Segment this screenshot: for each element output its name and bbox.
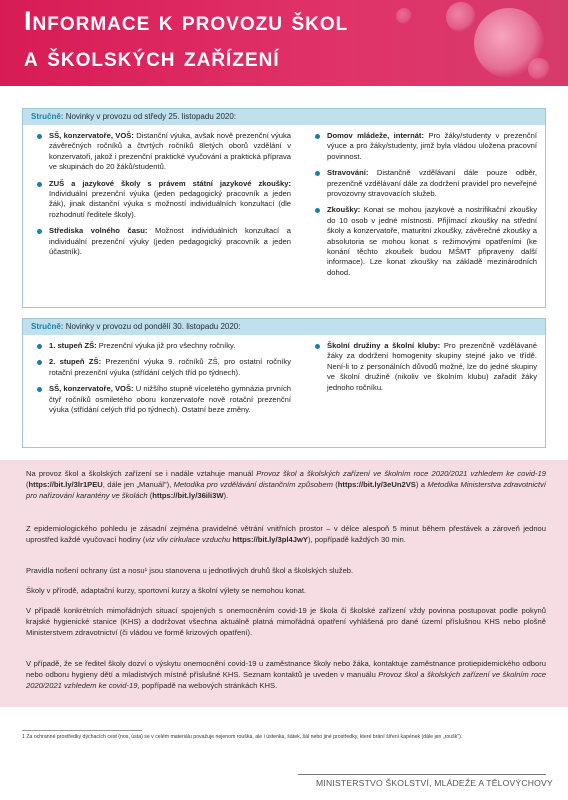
link-methodology[interactable]: https://bit.ly/3eUn2VS: [337, 480, 416, 489]
info-paragraph: Pravidla nošení ochrany úst a nosu¹ jsou stanovena u jednotlivých druhů škol a školských služeb.: [26, 566, 354, 575]
text: ), popřípadě každých 30 min.: [307, 535, 406, 544]
footer-divider: [298, 774, 546, 775]
item-text: Možnost individuálních konzultací a individuální prezenční výuky (jeden pedagogický pracovník a jeden účastník).: [49, 226, 291, 257]
link-manual[interactable]: https://bit.ly/3lr1PEU: [28, 480, 103, 489]
text: ) a: [415, 480, 428, 489]
list-item: [37, 226, 291, 257]
bullet-icon: [37, 360, 42, 365]
section-label: Stručně:: [31, 112, 64, 121]
item-text: Pro prezenčně vzdělávané žáky za dodržení homogenity skupiny stejné jako ve třídě. Není-li to z personálních důvodů možné, lze do jedné skupiny ve školní družině (nikoliv ve školním klubu) zařadit žáky jednoho ročníku.: [327, 341, 537, 392]
text: Z epidemiologického pohledu je zásadní zejména pravidelné větrání vnitřních prostor – v délce alespoň 5 minut během přestávek a zároveň jednou uprostřed každé vyučovací hodiny (: [26, 524, 546, 544]
ventilation-note: viz vliv cirkulace vzduchu: [145, 535, 231, 544]
section-label: Stručně:: [31, 322, 64, 331]
header-banner: [0, 0, 568, 86]
list-item: [37, 341, 291, 351]
section-heading: Novinky v provozu od středy 25. listopadu 2020:: [65, 112, 237, 121]
text: ).: [223, 491, 229, 500]
item-text: Prezenční výuka již pro všechny ročníky.: [96, 341, 236, 350]
manual-title: Provoz škol a školských zařízení ve školním roce 2020/2021 vzhledem ke covid-19: [256, 469, 546, 478]
text: Na provoz škol a školských zařízení se i nadále vztahuje manuál: [26, 469, 257, 478]
info-paragraph: Školy v přírodě, adaptační kurzy, sportovní kurzy a školní výlety se nemohou konat.: [26, 586, 307, 595]
item-text: Distančně vzdělávaní dále pouze odběr, prezenčně vzdělávaní dále za dodržení pravidel pro neveřejné provozovny stravovacích služeb.: [327, 168, 537, 199]
list-item: [37, 131, 291, 173]
section-header: [23, 109, 545, 125]
list-item: [37, 384, 291, 415]
item-lead: Zkoušky:: [327, 205, 361, 215]
text: V případě, že se ředitel školy dozví o výskytu onemocnění covid-19 u zaměstnance školy nebo žáka, kontaktuje zaměstnance protiepidemického odboru nebo odboru hygieny dětí a mladistvých místně příslušné KHS. Seznam kontaktů je uveden v manuálu: [26, 659, 546, 679]
manual-title: Provoz škol a školských zařízení ve školním roce 2020/2021 vzhledem ke covid-19: [26, 670, 546, 690]
footnote-divider: [22, 730, 142, 731]
methodology-title: Metodika pro vzdělávání distančním způsobem: [173, 480, 333, 489]
item-lead: SŠ, konzervatoře, VOŠ:: [49, 384, 134, 394]
item-lead: 2. stupeň ZŠ:: [49, 357, 102, 367]
text: , popřípadě na webových stránkách KHS.: [137, 681, 278, 690]
right-column: [315, 131, 537, 284]
item-lead: SŠ, konzervatoře, VOŠ:: [49, 131, 134, 140]
section-news-30-nov: [22, 318, 546, 448]
item-text: Individuální prezenční výuka (jeden pedagogický pracovník a jeden žák), jinak distanční výuka s možností individuálních konzultací (dle rozhodnutí ředitele školy).: [49, 189, 291, 219]
bullet-icon: [315, 208, 320, 213]
item-lead: Stravování:: [327, 168, 369, 178]
info-paragraph: [26, 658, 546, 691]
info-paragraph: V případě konkrétních mimořádných situací spojených s onemocněním covid-19 je škola či školské zařízení vždy povinna postupovat podle pokynů krajské hygienické stanice (KHS) a dodržovat všechna aktuálně platná mimořádná opatření vyhlášená pro dané území příslušnou KHS nebo plošně Ministerstvem zdravotnictví (či vládou ve formě krizových opatření).: [26, 606, 546, 637]
section-header: [23, 319, 545, 335]
text: (: [332, 480, 338, 489]
left-column: [37, 341, 291, 421]
list-item: [37, 179, 291, 221]
bullet-icon: [37, 344, 42, 349]
item-lead: Střediska volného času:: [49, 226, 148, 236]
left-column: [37, 131, 291, 263]
item-lead: 1. stupeň ZŠ:: [49, 341, 97, 350]
quarantine-methodology-title: Metodika Ministerstva zdravotnictví pro nařizování karantény ve školách: [26, 480, 546, 500]
item-lead: Školní družiny a školní kluby:: [327, 341, 441, 350]
bullet-icon: [315, 134, 320, 139]
bullet-icon: [37, 182, 42, 187]
virus-illustration: [528, 58, 550, 80]
info-paragraph: [26, 523, 546, 545]
ministry-footer: MINISTERSTVO ŠKOLSTVÍ, MLÁDEŽE A TĚLOVÝCHOVY: [316, 778, 553, 788]
item-text: U nižšího stupně víceletého gymnázia prvních čtyř ročníků osmiletého oboru konzervatoře nově rotační prezenční výuka (střídání celých tříd po týdnech). Ostatní beze změny.: [49, 384, 291, 415]
list-item: [37, 357, 291, 378]
link-ventilation[interactable]: https://bit.ly/3pl4JwY: [232, 535, 308, 544]
list-item: [315, 205, 537, 278]
item-text: Prezenční výuka 9. ročníků ZŠ, pro ostatní ročníky rotační prezenční výuka (střídání celých tříd po týdnech).: [49, 357, 291, 377]
info-paragraph: [26, 468, 546, 501]
item-text: Pro žáky/studenty v prezenční výuce a pro žáky/studenty, jimž byla vládou uložena pracovní povinnost.: [327, 131, 537, 161]
footnote: 1 Za ochranné prostředky dýchacích cest (nos, ústa) se v celém materiálu považuje nejenom rouška, ale i ústenka, šátek, šál nebo jiné prostředky, které brání šíření kapének (dále jen „roušk").: [22, 734, 463, 740]
page-title-line1: Informace k provozu škol: [24, 6, 349, 36]
right-column: [315, 341, 537, 399]
bullet-icon: [37, 229, 42, 234]
item-lead: ZUŠ a jazykové školy s právem státní jazykové zkoušky:: [49, 178, 291, 188]
item-text: Distanční výuka, avšak nově prezenční výuka závěrečných ročníků a čtvrtých ročníků 8letých oborů vzdělání v konzervatoři, jakož i prezenční praktické vyučování a praktická příprava ve skupinách do 20 žáků/studentů.: [49, 131, 292, 172]
list-item: [315, 131, 537, 162]
text: , dále jen „Manuál"),: [102, 480, 174, 489]
virus-illustration: [396, 8, 412, 24]
page-title-line2: a školských zařízení: [24, 42, 280, 72]
bullet-icon: [315, 171, 320, 176]
list-item: [315, 341, 537, 393]
virus-illustration: [446, 2, 476, 32]
bullet-icon: [315, 344, 320, 349]
list-item: [315, 168, 537, 199]
section-news-25-nov: [22, 108, 546, 308]
item-lead: Domov mládeže, internát:: [327, 131, 424, 140]
bullet-icon: [37, 387, 42, 392]
section-heading: Novinky v provozu od pondělí 30. listopadu 2020:: [65, 322, 241, 331]
info-block: [0, 460, 568, 707]
text: (: [26, 480, 29, 489]
text: (: [147, 491, 153, 500]
bullet-icon: [37, 134, 42, 139]
link-quarantine[interactable]: https://bit.ly/36ili3W: [152, 491, 224, 500]
item-text: Konat se mohou jazykové a nostrifikační zkoušky do 10 osob v jedné místnosti. Přijímací zkoušky na střední školy a konzervatoře, maturitní zkoušky, závěrečné zkoušky a absolutoria se mohou konat s režimovými opatřeními (ke konání těchto zkoušek budou MŠMT připraveny další informace). Lze konat zkoušky na základě mezinárodních dohod.: [327, 205, 537, 277]
